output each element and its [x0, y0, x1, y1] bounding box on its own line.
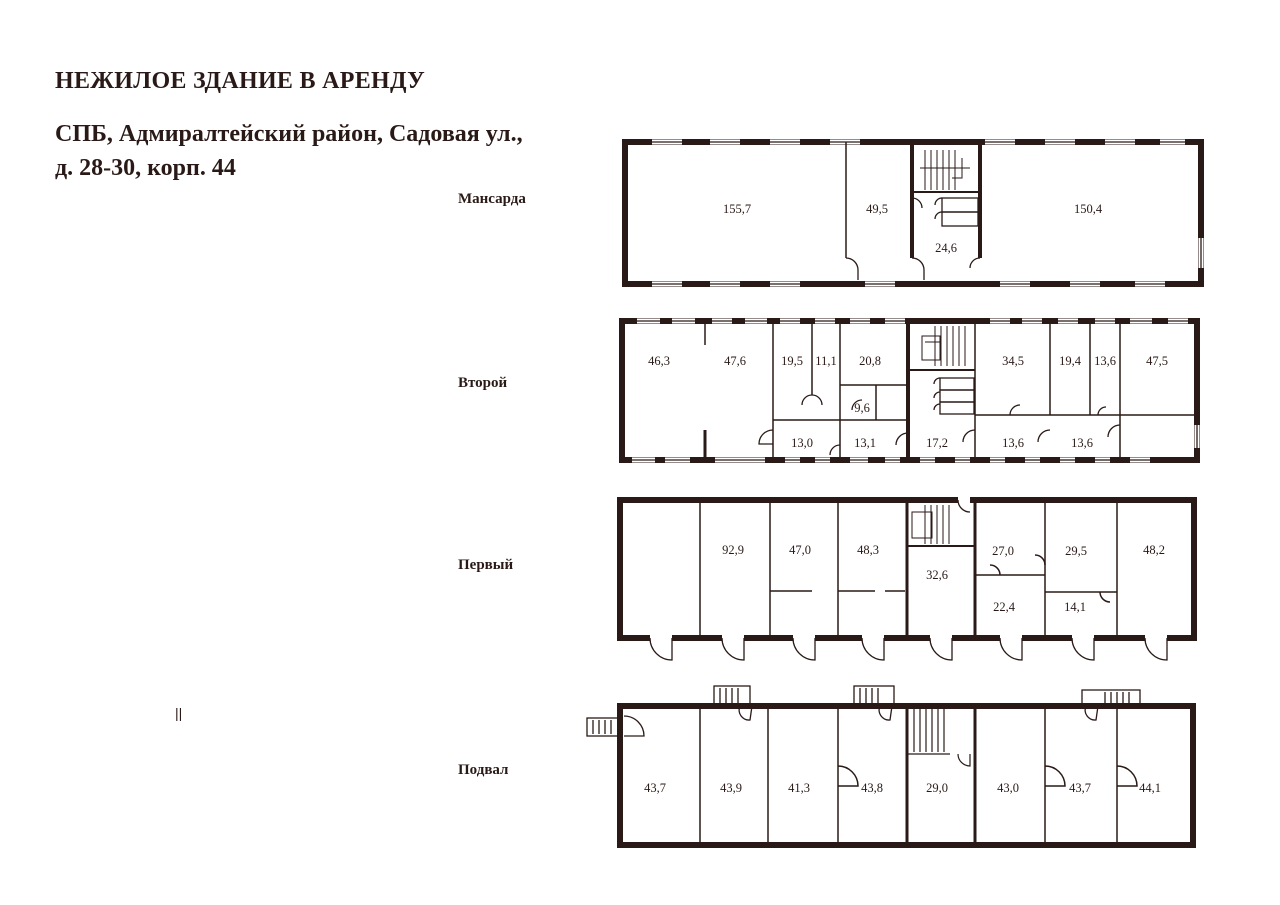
room-area-label: 41,3 [788, 781, 810, 795]
room-area-label: 47,5 [1146, 354, 1168, 368]
plan-attic [625, 142, 1201, 284]
room-area-label: 92,9 [722, 543, 744, 557]
room-area-label: 43,9 [720, 781, 742, 795]
room-area-label: 22,4 [993, 600, 1015, 614]
room-area-label: 17,2 [926, 436, 948, 450]
room-area-label: 48,3 [857, 543, 879, 557]
room-area-label: 14,1 [1064, 600, 1086, 614]
room-area-label: 24,6 [935, 241, 957, 255]
room-area-label: 19,4 [1059, 354, 1081, 368]
room-area-label: 19,5 [781, 354, 803, 368]
plan-second-floor [622, 321, 1197, 460]
room-area-label: 9,6 [854, 401, 870, 415]
room-area-label: 13,6 [1071, 436, 1093, 450]
floor-label-first: Первый [458, 557, 514, 573]
room-area-label: 13,1 [854, 436, 876, 450]
room-area-label: 29,0 [926, 781, 948, 795]
floor-label-basement: Подвал [458, 762, 509, 778]
room-area-label: 13,6 [1002, 436, 1024, 450]
page-title: НЕЖИЛОЕ ЗДАНИЕ В АРЕНДУ [55, 68, 426, 94]
room-area-label: 150,4 [1073, 202, 1103, 216]
side-mark: || [175, 705, 183, 721]
room-area-label: 155,7 [722, 202, 752, 216]
room-area-label: 32,6 [926, 568, 948, 582]
room-area-label: 43,0 [997, 781, 1019, 795]
plan-first-floor [620, 500, 1194, 660]
room-area-label: 13,6 [1094, 354, 1116, 368]
room-area-label: 44,1 [1139, 781, 1161, 795]
room-area-label: 34,5 [1002, 354, 1024, 368]
room-area-label: 20,8 [859, 354, 881, 368]
room-area-label: 47,6 [724, 354, 746, 368]
plan-basement [587, 686, 1193, 845]
address-line-1: СПБ, Адмиралтейский район, Садовая ул., [55, 121, 523, 147]
room-area-label: 43,7 [1069, 781, 1091, 795]
room-area-label: 49,5 [866, 202, 888, 216]
room-area-label: 11,1 [815, 354, 837, 368]
floor-label-attic: Мансарда [458, 191, 526, 207]
room-area-label: 27,0 [992, 544, 1014, 558]
room-area-label: 46,3 [648, 354, 670, 368]
room-area-label: 47,0 [789, 543, 811, 557]
floor-label-second: Второй [458, 375, 508, 391]
room-area-label: 48,2 [1143, 543, 1165, 557]
room-area-label: 43,8 [861, 781, 883, 795]
room-area-label: 43,7 [644, 781, 666, 795]
room-area-label: 29,5 [1065, 544, 1087, 558]
address-line-2: д. 28-30, корп. 44 [55, 155, 236, 181]
room-area-label: 13,0 [791, 436, 813, 450]
